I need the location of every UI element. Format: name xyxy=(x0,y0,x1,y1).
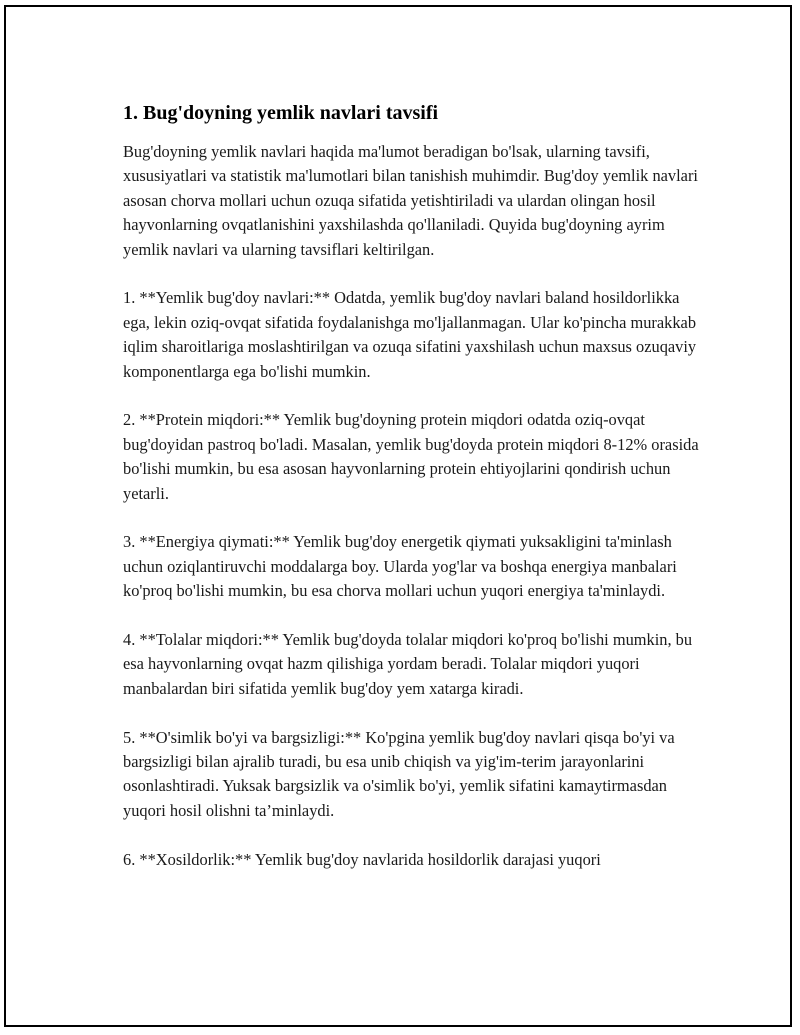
paragraph-energiya: 3. **Energiya qiymati:** Yemlik bug'doy energetik qiymati yuksakligini ta'minlash uchun oziqlantiruvchi moddalarga boy. Ularda yog'lar va boshqa energiya manbalari ko'proq bo'lishi mumkin, bu esa chorva mollari uchun yuqori energiya ta'minlaydi. xyxy=(123,532,677,601)
paragraph-xosildorlik: 6. **Xosildorlik:** Yemlik bug'doy navlarida hosildorlik darajasi yuqori xyxy=(123,849,601,869)
document-title: 1. Bug'doyning yemlik navlari tavsifi xyxy=(123,102,439,124)
intro-paragraph: Bug'doyning yemlik navlari haqida ma'lumot beradigan bo'lsak, ularning tavsifi, xususiyatlari va statistik ma'lumotlari bilan tanishish muhimdir. Bug'doy yemlik navlari asosan chorva mollari uchun ozuqa sifatida yetishtiriladi va ulardan olingan hosil hayvonlarning ovqatlanishini yaxshilashda qo'llaniladi. Quyida bug'doyning ayrim yemlik navlari va ularning tavsiflari keltirilgan. xyxy=(123,142,698,259)
paragraph-tolalar: 4. **Tolalar miqdori:** Yemlik bug'doyda tolalar miqdori ko'proq bo'lishi mumkin, bu esa hayvonlarning ovqat hazm qilishiga yordam beradi. Tolalar miqdori yuqori manbalardan biri sifatida yemlik bug'doy yem xatarga kiradi. xyxy=(123,630,693,698)
document-body xyxy=(123,100,703,872)
paragraph-protein: 2. **Protein miqdori:** Yemlik bug'doyning protein miqdori odatda oziq-ovqat bug'doyidan pastroq bo'ladi. Masalan, yemlik bug'doyda protein miqdori 8-12% orasida bo'lishi mumkin, bu esa asosan hayvonlarning protein ehtiyojlarini qondirish uchun yetarli. xyxy=(123,410,699,503)
paragraph-osimlik: 5. **O'simlik bo'yi va bargsizligi:** Ko'pgina yemlik bug'doy navlari qisqa bo'yi va bargsizligi bilan ajralib turadi, bu esa unib chiqish va yig'im-terim jarayonlarini osonlashtiradi. Yuksak bargsizlik va o'simlik bo'yi, yemlik sifatini kamaytirmasdan yuqori hosil olishni ta’minlaydi. xyxy=(123,727,675,820)
paragraph-yemlik-navlari: 1. **Yemlik bug'doy navlari:** Odatda, yemlik bug'doy navlari baland hosildorlikka ega, lekin oziq-ovqat sifatida foydalanishga mo'ljallanmagan. Ular ko'pincha murakkab iqlim sharoitlariga moslashtirilgan va ozuqa sifatini yaxshilash uchun maxsus ozuqaviy komponentlarga ega bo'lishi mumkin. xyxy=(123,288,697,381)
page-frame xyxy=(4,5,792,1027)
